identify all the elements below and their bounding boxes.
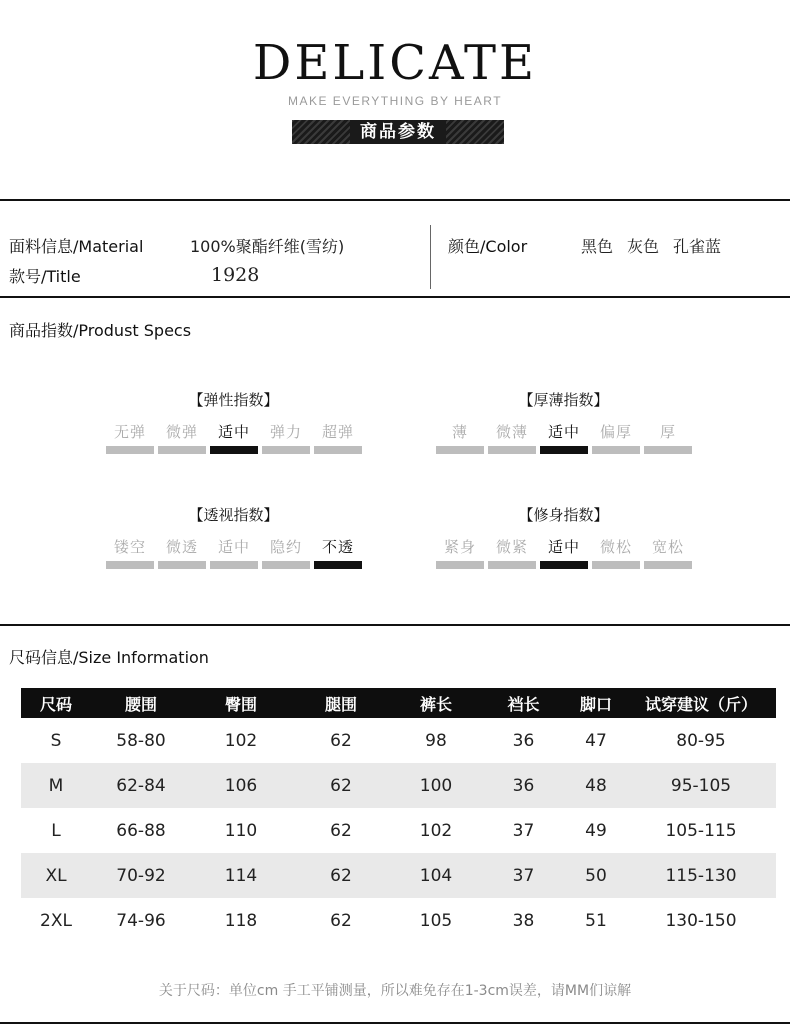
spec-heading: 【厚薄指数】 [518, 391, 609, 409]
spec-bar-active [540, 446, 588, 454]
spec-option [644, 422, 692, 454]
size-table [21, 688, 776, 943]
color-value-0: 黑色 [581, 237, 614, 256]
spec-bar [488, 561, 536, 569]
table-cell: 36 [512, 730, 535, 751]
table-cell: 37 [512, 820, 535, 841]
spec-option [158, 537, 206, 569]
spec-option-label: 薄 [451, 423, 468, 441]
spec-bar [262, 561, 310, 569]
table-row [21, 853, 776, 898]
spec-option [644, 537, 692, 569]
table-cell: 105-115 [665, 820, 737, 841]
table-cell: 37 [512, 865, 535, 886]
spec-bar [158, 561, 206, 569]
color-value-2: 孔雀蓝 [673, 237, 722, 256]
table-cell: 74-96 [116, 910, 166, 931]
material-label: 面料信息/Material [9, 237, 144, 256]
table-cell: 102 [224, 730, 258, 751]
spec-option-label: 微松 [599, 538, 632, 556]
section-banner [292, 120, 504, 144]
spec-option-label: 弹力 [269, 423, 302, 441]
table-cell: 62 [330, 865, 352, 886]
spec-option [210, 422, 258, 454]
specs-section-title: 商品指数/Produst Specs [9, 321, 192, 340]
table-cell: 48 [585, 775, 607, 796]
table-cell: 38 [512, 910, 535, 931]
column-header: 臀围 [224, 694, 257, 714]
spec-option-label: 微薄 [495, 423, 528, 441]
column-header: 腰围 [124, 694, 157, 714]
spec-option [488, 422, 536, 454]
spec-option-label: 隐约 [269, 538, 302, 556]
table-cell: 62 [330, 730, 352, 751]
spec-bar [644, 446, 692, 454]
table-row [21, 808, 776, 853]
table-cell: 62 [330, 820, 352, 841]
table-cell: 102 [419, 820, 453, 841]
spec-bar-active [540, 561, 588, 569]
column-header: 裆长 [507, 694, 540, 714]
column-header: 尺码 [39, 694, 72, 714]
spec-option [436, 537, 484, 569]
size-note: 关于尺码：单位cm 手工平铺测量，所以难免存在1-3cm误差，请MM们谅解 [158, 983, 632, 999]
table-cell: XL [45, 865, 67, 886]
spec-bar [436, 446, 484, 454]
table-cell: 58-80 [116, 730, 166, 751]
divider-specs [0, 624, 790, 626]
divider-info [0, 296, 790, 298]
table-cell: 118 [224, 910, 258, 931]
spec-heading: 【修身指数】 [518, 506, 609, 524]
table-cell: 114 [224, 865, 258, 886]
spec-option-label: 适中 [547, 538, 580, 556]
spec-group [436, 390, 691, 454]
column-header: 脚口 [579, 694, 612, 714]
spec-option-label: 不透 [321, 538, 354, 556]
spec-option [262, 422, 310, 454]
spec-bar [106, 561, 154, 569]
title-label: 款号/Title [9, 267, 81, 286]
spec-option-label: 宽松 [651, 538, 684, 556]
brand-title: DELICATE [252, 35, 538, 91]
spec-option [158, 422, 206, 454]
table-row [21, 763, 776, 808]
spec-option-label: 适中 [547, 423, 580, 441]
table-cell: 70-92 [116, 865, 166, 886]
table-cell: 80-95 [676, 730, 726, 751]
table-cell: 100 [419, 775, 453, 796]
spec-option-label: 厚 [659, 423, 676, 441]
table-cell: 62 [330, 775, 352, 796]
spec-heading: 【透视指数】 [188, 506, 279, 524]
spec-option-label: 适中 [217, 538, 250, 556]
spec-scale [436, 537, 691, 569]
spec-bar [262, 446, 310, 454]
divider-bottom [0, 1022, 790, 1024]
table-cell: 51 [585, 910, 607, 931]
spec-option-label: 紧身 [443, 538, 476, 556]
spec-bar [210, 561, 258, 569]
spec-option [540, 537, 588, 569]
spec-option [592, 537, 640, 569]
spec-bar-active [314, 561, 362, 569]
table-cell: S [50, 730, 62, 751]
spec-bar [488, 446, 536, 454]
spec-bar [106, 446, 154, 454]
spec-group [106, 505, 361, 569]
spec-scale [106, 537, 361, 569]
table-cell: M [48, 775, 64, 796]
spec-option [314, 537, 362, 569]
spec-option [106, 422, 154, 454]
table-cell: 104 [419, 865, 453, 886]
spec-group [436, 505, 691, 569]
color-value-1: 灰色 [627, 237, 660, 256]
spec-group [106, 390, 361, 454]
table-cell: 62-84 [116, 775, 166, 796]
spec-bar [314, 446, 362, 454]
info-divider [430, 225, 431, 289]
brand-tagline: MAKE EVERYTHING BY HEART [287, 94, 503, 108]
table-cell: 110 [224, 820, 258, 841]
spec-option-label: 适中 [217, 423, 250, 441]
spec-option [106, 537, 154, 569]
spec-option [488, 537, 536, 569]
table-cell: 98 [425, 730, 447, 751]
spec-option-label: 微弹 [165, 423, 198, 441]
spec-scale [106, 422, 361, 454]
table-cell: 130-150 [665, 910, 737, 931]
column-header: 腿围 [324, 694, 357, 714]
size-table-header [21, 688, 776, 718]
table-cell: 106 [224, 775, 258, 796]
spec-option-label: 无弹 [113, 423, 146, 441]
spec-option [540, 422, 588, 454]
spec-heading: 【弹性指数】 [188, 391, 279, 409]
table-row [21, 718, 776, 763]
spec-option [592, 422, 640, 454]
spec-option [210, 537, 258, 569]
table-cell: 47 [585, 730, 607, 751]
table-row [21, 898, 776, 943]
table-cell: 2XL [40, 910, 72, 931]
column-header: 裤长 [419, 694, 452, 714]
table-cell: 105 [419, 910, 453, 931]
table-cell: L [51, 820, 61, 841]
spec-bar-active [210, 446, 258, 454]
spec-option-label: 超弹 [321, 423, 354, 441]
table-cell: 95-105 [670, 775, 732, 796]
table-cell: 36 [512, 775, 535, 796]
spec-option-label: 微紧 [495, 538, 528, 556]
title-value: 1928 [211, 264, 260, 286]
spec-bar [158, 446, 206, 454]
table-cell: 66-88 [116, 820, 166, 841]
spec-bar [592, 561, 640, 569]
spec-option-label: 偏厚 [599, 423, 632, 441]
spec-bar [644, 561, 692, 569]
spec-bar [592, 446, 640, 454]
size-section-title: 尺码信息/Size Information [9, 648, 209, 667]
spec-scale [436, 422, 691, 454]
spec-option [314, 422, 362, 454]
section-banner-label: 商品参数 [350, 120, 446, 144]
table-cell: 115-130 [665, 865, 737, 886]
divider-top [0, 199, 790, 201]
spec-option [262, 537, 310, 569]
spec-bar [436, 561, 484, 569]
material-value: 100%聚酯纤维(雪纺) [190, 237, 345, 256]
table-cell: 50 [585, 865, 607, 886]
spec-option-label: 镂空 [113, 538, 146, 556]
table-cell: 49 [585, 820, 607, 841]
spec-option [436, 422, 484, 454]
column-header: 试穿建议（斤） [644, 694, 757, 714]
spec-option-label: 微透 [165, 538, 198, 556]
color-label: 颜色/Color [448, 237, 528, 256]
table-cell: 62 [330, 910, 352, 931]
